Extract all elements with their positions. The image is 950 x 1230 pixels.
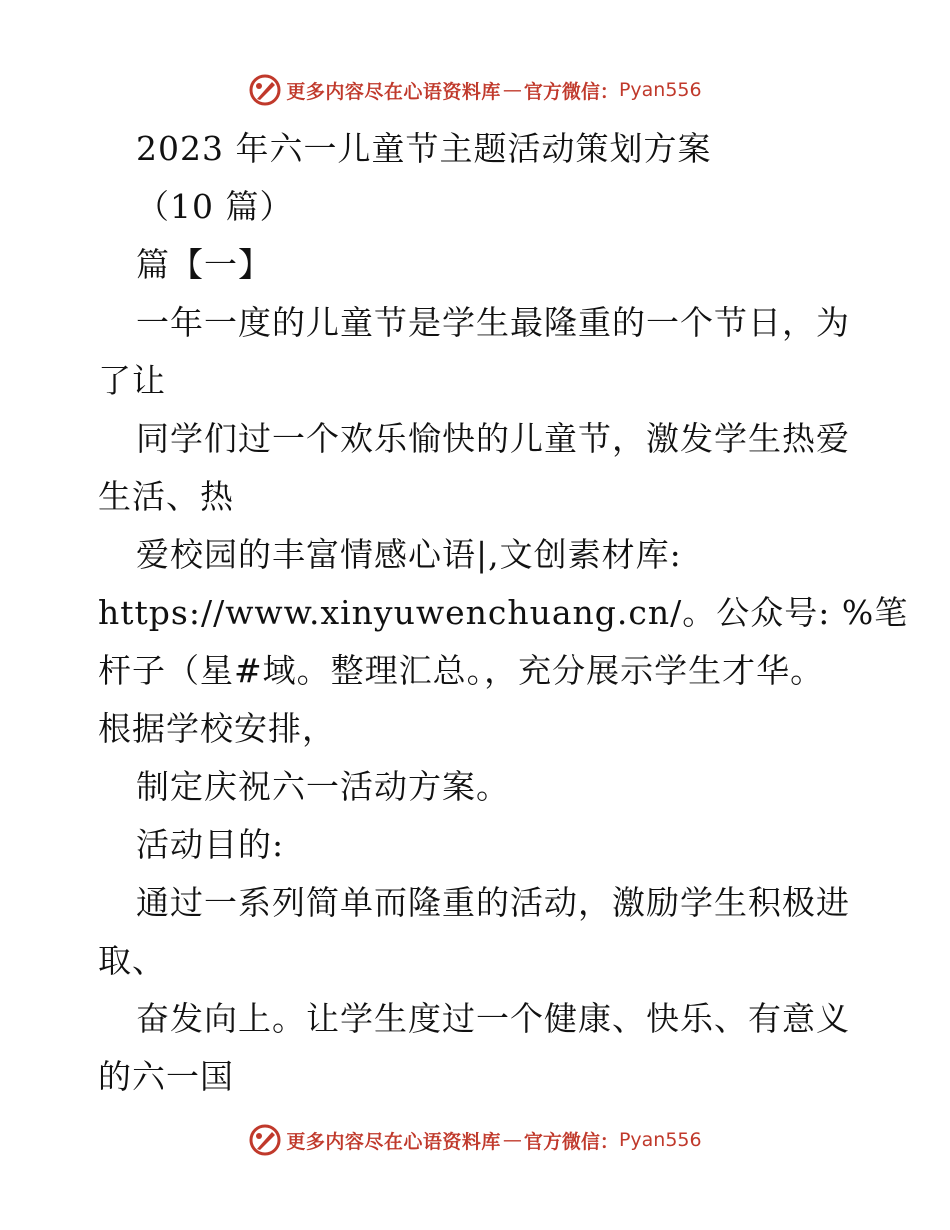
- paragraph-line: 杆子（星#域。整理汇总。，充分展示学生才华。: [98, 651, 825, 690]
- paragraph-line: 制定庆祝六一活动方案。: [136, 767, 510, 806]
- paragraph-line: 了让: [98, 361, 166, 400]
- subheading-purpose: 活动目的:: [136, 825, 285, 864]
- doc-subtitle: （10 篇）: [136, 187, 294, 226]
- quill-logo-icon: [248, 73, 282, 107]
- paragraph-line: 取、: [98, 941, 166, 980]
- watermark-contact-label: 官方微信：: [523, 80, 619, 103]
- paragraph-line: 一年一度的儿童节是学生最隆重的一个节日，为: [136, 303, 850, 342]
- watermark-text: 更多内容尽在心语资料库: [286, 1130, 501, 1153]
- header-watermark: [0, 70, 950, 110]
- watermark-contact-id: Pyan556: [618, 1129, 702, 1151]
- paragraph-line: 的六一国: [98, 1057, 234, 1096]
- paragraph-line: 同学们过一个欢乐愉快的儿童节，激发学生热爱: [136, 419, 850, 458]
- watermark-text: 更多内容尽在心语资料库: [286, 80, 501, 103]
- quill-logo-icon: [248, 1123, 282, 1157]
- document-body: [98, 120, 909, 1106]
- paragraph-line: 生活、热: [98, 477, 234, 516]
- section-heading: 篇【一】: [136, 245, 272, 284]
- paragraph-line: 爱校园的丰富情感心语|,文创素材库:: [136, 535, 682, 574]
- paragraph-line-url: https://www.xinyuwenchuang.cn/。公众号: %笔: [98, 593, 909, 632]
- doc-title: 2023 年六一儿童节主题活动策划方案: [136, 129, 712, 168]
- watermark-contact-label: 官方微信：: [523, 1130, 619, 1153]
- paragraph-line: 通过一系列简单而隆重的活动，激励学生积极进: [136, 883, 850, 922]
- watermark-contact-id: Pyan556: [618, 79, 702, 101]
- watermark-separator: —: [502, 79, 522, 101]
- watermark-separator: —: [502, 1129, 522, 1151]
- footer-watermark: [0, 1120, 950, 1160]
- paragraph-line: 根据学校安排，: [98, 709, 336, 748]
- paragraph-line: 奋发向上。让学生度过一个健康、快乐、有意义: [136, 999, 850, 1038]
